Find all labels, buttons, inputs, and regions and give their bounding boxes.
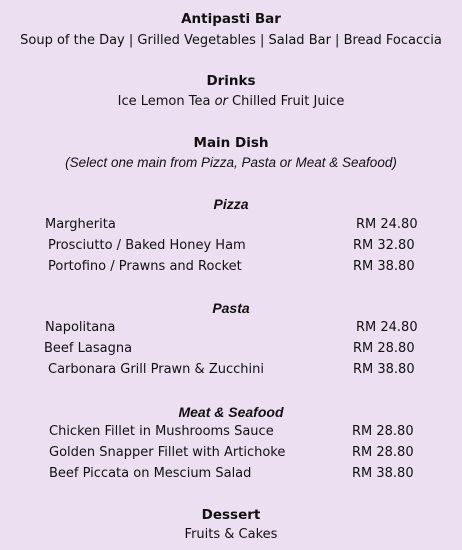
menu-item-price: RM 28.80 xyxy=(353,341,415,356)
pasta-heading: Pasta xyxy=(212,300,250,316)
drinks-item-fruit-juice: Chilled Fruit Juice xyxy=(232,94,345,109)
menu-item-name: Beef Lasagna xyxy=(44,341,133,356)
menu-item-price: RM 28.80 xyxy=(352,445,414,460)
menu-item-price: RM 38.80 xyxy=(353,362,415,377)
antipasti-items: Soup of the Day | Grilled Vegetables | Salad Bar | Bread Focaccia xyxy=(20,33,442,48)
menu-item-price: RM 24.80 xyxy=(356,320,418,335)
main-dish-heading: Main Dish xyxy=(193,135,269,151)
menu-item-name: Napolitana xyxy=(45,320,116,335)
drinks-heading: Drinks xyxy=(206,73,256,89)
main-dish-note: (Select one main from Pizza, Pasta or Meat & Seafood) xyxy=(65,155,397,170)
menu-item-name: Beef Piccata on Mescium Salad xyxy=(49,466,252,481)
antipasti-heading: Antipasti Bar xyxy=(181,11,281,27)
drinks-item-ice-lemon-tea: Ice Lemon Tea xyxy=(117,94,211,109)
drinks-items xyxy=(0,94,462,109)
pizza-heading: Pizza xyxy=(213,196,249,212)
menu-item-name: Carbonara Grill Prawn & Zucchini xyxy=(48,362,264,377)
menu-item-price: RM 24.80 xyxy=(356,217,418,232)
menu-item-price: RM 38.80 xyxy=(353,259,415,274)
menu-item-name: Chicken Fillet in Mushrooms Sauce xyxy=(49,424,274,439)
menu-item-price: RM 32.80 xyxy=(353,238,415,253)
menu-item-name: Portofino / Prawns and Rocket xyxy=(48,259,242,274)
dessert-heading: Dessert xyxy=(201,507,261,523)
dessert-items: Fruits & Cakes xyxy=(184,527,278,542)
menu-item-name: Prosciutto / Baked Honey Ham xyxy=(48,238,246,253)
menu-item-name: Margherita xyxy=(45,217,116,232)
menu-item-price: RM 38.80 xyxy=(352,466,414,481)
drinks-or: or xyxy=(214,94,228,109)
menu-item-price: RM 28.80 xyxy=(352,424,414,439)
meat-seafood-heading: Meat & Seafood xyxy=(178,404,284,420)
menu-item-name: Golden Snapper Fillet with Artichoke xyxy=(49,445,286,460)
